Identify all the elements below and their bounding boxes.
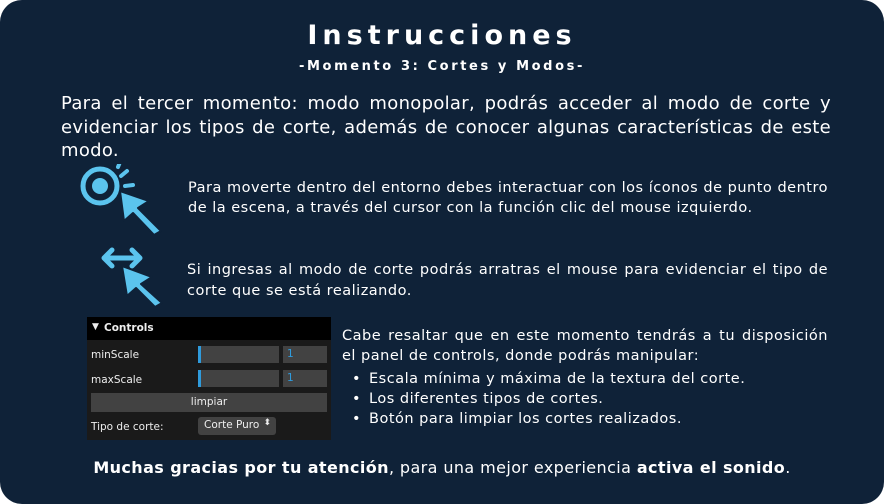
cut-type-select[interactable] xyxy=(198,417,276,435)
page-title: Instrucciones xyxy=(307,20,577,51)
intro-text: Para el tercer momento: modo monopolar, podrás acceder al modo de corte y evidenciar los tipos de corte, además de conocer algunas características de este modo. xyxy=(61,93,831,161)
instruction-click-text: Para moverte dentro del entorno debes interactuar con los íconos de punto dentro de la escena, a través del cursor con la función clic del mouse izquierdo. xyxy=(188,180,828,216)
clear-button[interactable]: limpiar xyxy=(91,393,327,412)
max-scale-label: maxScale xyxy=(91,374,143,386)
list-item: • Escala mínima y máxima de la textura del corte. xyxy=(352,371,746,387)
bullet-icon: • xyxy=(352,391,362,407)
page-subtitle: -Momento 3: Cortes y Modos- xyxy=(299,59,585,74)
bullet-icon: • xyxy=(352,371,362,387)
bullet-icon: • xyxy=(352,411,362,427)
cut-type-selected: Corte Puro xyxy=(204,419,260,431)
instruction-drag-text: Si ingresas al modo de corte podrás arratras el mouse para evidenciar el tipo de corte que se está realizando. xyxy=(187,262,828,299)
controls-panel xyxy=(87,317,331,440)
panel-description: Cabe resaltar que en este momento tendrás a tu disposición el panel de controls, donde podrás manipular: xyxy=(342,328,828,364)
click-cursor-icon xyxy=(78,164,168,236)
min-scale-slider-fill xyxy=(198,346,201,363)
feature-list xyxy=(352,369,832,429)
list-item: • Botón para limpiar los cortes realizados. xyxy=(352,411,682,427)
list-item: • Los diferentes tipos de cortes. xyxy=(352,391,604,407)
max-scale-slider[interactable] xyxy=(198,370,279,387)
cut-type-label: Tipo de corte: xyxy=(91,421,164,433)
drag-cursor-icon xyxy=(100,244,166,308)
controls-panel-title: Controls xyxy=(104,322,154,334)
min-scale-slider[interactable] xyxy=(198,346,279,363)
max-scale-input[interactable]: 1 xyxy=(283,370,327,387)
footer-message: Muchas gracias por tu atención, para una mejor experiencia activa el sonido. xyxy=(93,458,791,477)
min-scale-input[interactable]: 1 xyxy=(283,346,327,363)
min-scale-label: minScale xyxy=(91,349,140,361)
select-arrows-icon: ⬍ xyxy=(263,418,271,428)
chevron-down-icon: ▼ xyxy=(92,322,99,332)
max-scale-slider-fill xyxy=(198,370,201,387)
controls-panel-header[interactable] xyxy=(87,317,331,340)
